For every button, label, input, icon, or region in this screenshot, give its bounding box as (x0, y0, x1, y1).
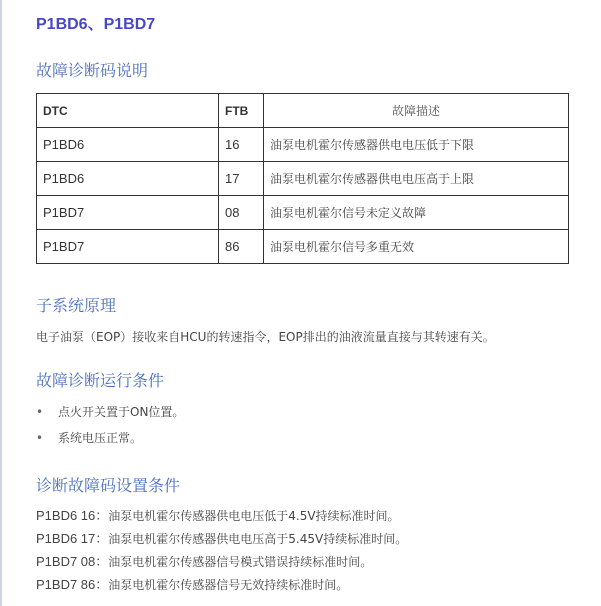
column-header-ftb: FTB (219, 94, 264, 128)
table-row (37, 196, 569, 230)
subsystem-description: 电子油泵（EOP）接收来自HCU的转速指令，EOP排出的油液流量直接与其转速有关。 (36, 330, 495, 344)
section-heading-set-conditions: 诊断故障码设置条件 (36, 476, 181, 495)
list-item (36, 554, 407, 577)
table-row (37, 230, 569, 264)
page-title: P1BD6、P1BD7 (36, 16, 156, 33)
set-conditions-list (36, 508, 407, 600)
cell-description: 油泵电机霍尔信号未定义故障 (264, 196, 569, 230)
cell-dtc: P1BD7 (37, 230, 219, 264)
cell-description: 油泵电机霍尔传感器供电电压低于下限 (264, 128, 569, 162)
list-item (36, 531, 407, 554)
column-header-description: 故障描述 (264, 94, 569, 128)
section-heading-dtc-description: 故障诊断码说明 (36, 61, 149, 80)
cell-description: 油泵电机霍尔信号多重无效 (264, 230, 569, 264)
dtc-table (36, 93, 569, 264)
condition-text: 油泵电机霍尔传感器信号无效持续标准时间。 (108, 578, 349, 592)
table-header-row (37, 94, 569, 128)
list-item-text: 点火开关置于ON位置。 (58, 405, 185, 419)
condition-code: P1BD6 16： (36, 508, 109, 523)
condition-text: 油泵电机霍尔传感器供电电压低于4.5V持续标准时间。 (108, 509, 400, 523)
condition-code: P1BD7 86： (36, 577, 109, 592)
bullet-icon: • (36, 405, 44, 419)
cell-ftb: 16 (219, 128, 264, 162)
column-header-dtc: DTC (37, 94, 219, 128)
section-heading-run-conditions: 故障诊断运行条件 (36, 371, 165, 390)
section-heading-subsystem: 子系统原理 (36, 296, 117, 315)
list-item-text: 系统电压正常。 (58, 431, 143, 445)
cell-ftb: 86 (219, 230, 264, 264)
cell-dtc: P1BD6 (37, 128, 219, 162)
cell-ftb: 08 (219, 196, 264, 230)
left-border-rule (0, 0, 2, 606)
cell-description: 油泵电机霍尔传感器供电电压高于上限 (264, 162, 569, 196)
run-conditions-list (36, 404, 184, 456)
list-item (36, 430, 184, 456)
condition-text: 油泵电机霍尔传感器供电电压高于5.45V持续标准时间。 (108, 532, 408, 546)
cell-dtc: P1BD7 (37, 196, 219, 230)
condition-code: P1BD7 08： (36, 554, 109, 569)
cell-ftb: 17 (219, 162, 264, 196)
condition-text: 油泵电机霍尔传感器信号模式错误持续标准时间。 (108, 555, 373, 569)
cell-dtc: P1BD6 (37, 162, 219, 196)
condition-code: P1BD6 17： (36, 531, 109, 546)
list-item (36, 577, 407, 600)
table-row (37, 128, 569, 162)
bullet-icon: • (36, 431, 44, 445)
list-item (36, 404, 184, 430)
table-row (37, 162, 569, 196)
list-item (36, 508, 407, 531)
